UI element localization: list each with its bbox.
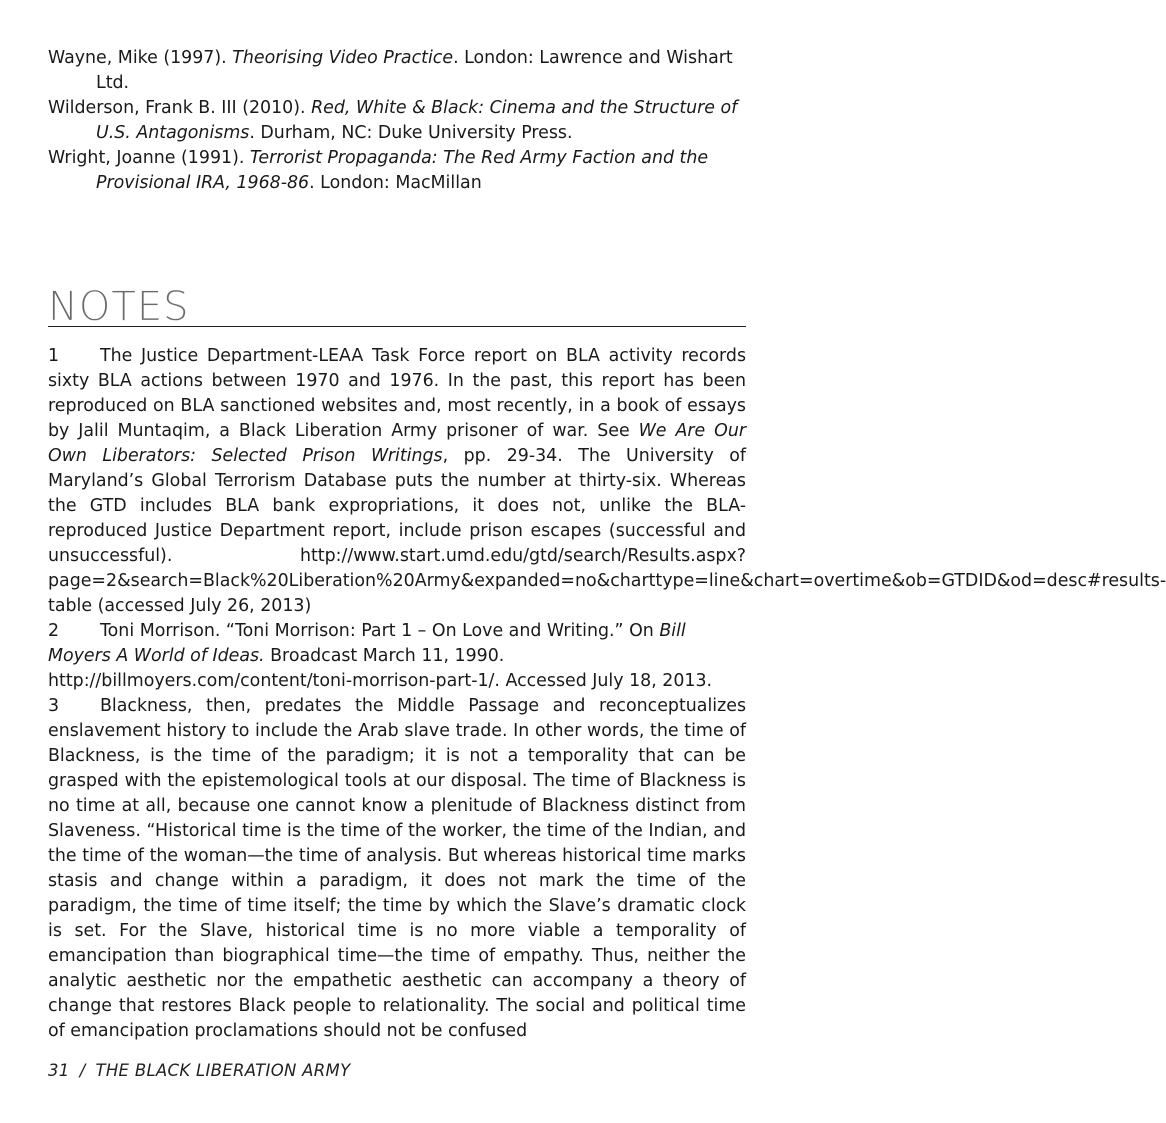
page-footer [48,1061,350,1080]
reference-title: Theorising Video Practice [232,48,454,68]
note-title: Bill Moyers A World of Ideas. [48,621,686,666]
notes-list [48,344,1166,1044]
notes-heading: NOTES [48,284,190,330]
note-title: We Are Our Own Liberators: Selected Prison Writings [48,421,746,466]
reference-entry: Wright, Joanne (1991). Terrorist Propaganda: The Red Army Faction and the Provisional IRA, 1968-86. London: MacMillan [48,148,709,193]
footer-separator: / [79,1061,86,1080]
reference-list [48,46,748,196]
reference-title: Red, White & Black: Cinema and the Structure of U.S. Antagonisms [96,98,738,143]
reference-entry: Wilderson, Frank B. III (2010). Red, White & Black: Cinema and the Structure of U.S. Antagonisms. Durham, NC: Duke University Press. [48,98,738,143]
notes-section-header [48,284,746,330]
running-title: THE BLACK LIBERATION ARMY [95,1061,351,1080]
note-entry: 3 Blackness, then, predates the Middle Passage and reconceptualizes enslavement history to include the Arab slave trade. In other words, the time of Blackness, is the time of the paradigm; it is not a temporality that can be grasped with the epistemological tools at our disposal. The time of Blackness is no time at all, because one cannot know a plenitude of Blackness distinct from Slaveness. “Historical time is the time of the worker, the time of the Indian, and the time of the woman—the time of analysis. But whereas historical time marks stasis and change within a paradigm, it does not mark the time of the paradigm, the time of time itself; the time by which the Slave’s dramatic clock is set. For the Slave, historical time is no more viable a temporality of emancipation than biographical time—the time of empathy. Thus, neither the analytic aesthetic nor the empathetic aesthetic can accompany a theory of change that restores Black people to relationality. The social and political time of emancipation proclamations should not be confused [48,696,746,1041]
note-entry: 2 Toni Morrison. “Toni Morrison: Part 1 – On Love and Writing.” On Bill Moyers A World of Ideas. Broadcast March 11, 1990. http://billmoyers.com/content/toni-morrison-part-1/. Accessed July 18, 2013. [48,621,713,691]
reference-title: Terrorist Propaganda: The Red Army Faction and the Provisional IRA, 1968-86 [96,148,709,193]
page-number: 31 [48,1061,70,1080]
note-entry: 1 The Justice Department-LEAA Task Force report on BLA activity records sixty BLA actions between 1970 and 1976. In the past, this report has been reproduced on BLA sanctioned websites and, most recently, in a book of essays by Jalil Muntaqim, a Black Liberation Army prisoner of war. See We Are Our Own Liberators: Selected Prison Writings, pp. 29-34. The University of Maryland’s Global Terrorism Database puts the number at thirty-six. Whereas the GTD includes BLA bank expropriations, it does not, unlike the BLA-reproduced Justice Department report, include prison escapes (successful and unsuccessful). http://www.start.umd.edu/gtd/search/Results.aspx?page=2&search=Black%20Liberation%20Army&expanded=no&charttype=line&chart=overtime&ob=GTDID&od=desc#results-table (accessed July 26, 2013) [48,346,1166,616]
note-number: 2 [48,621,60,641]
note-number: 3 [48,696,60,716]
reference-entry: Wayne, Mike (1997). Theorising Video Practice. London: Lawrence and Wishart Ltd. [48,48,733,93]
note-number: 1 [48,346,60,366]
